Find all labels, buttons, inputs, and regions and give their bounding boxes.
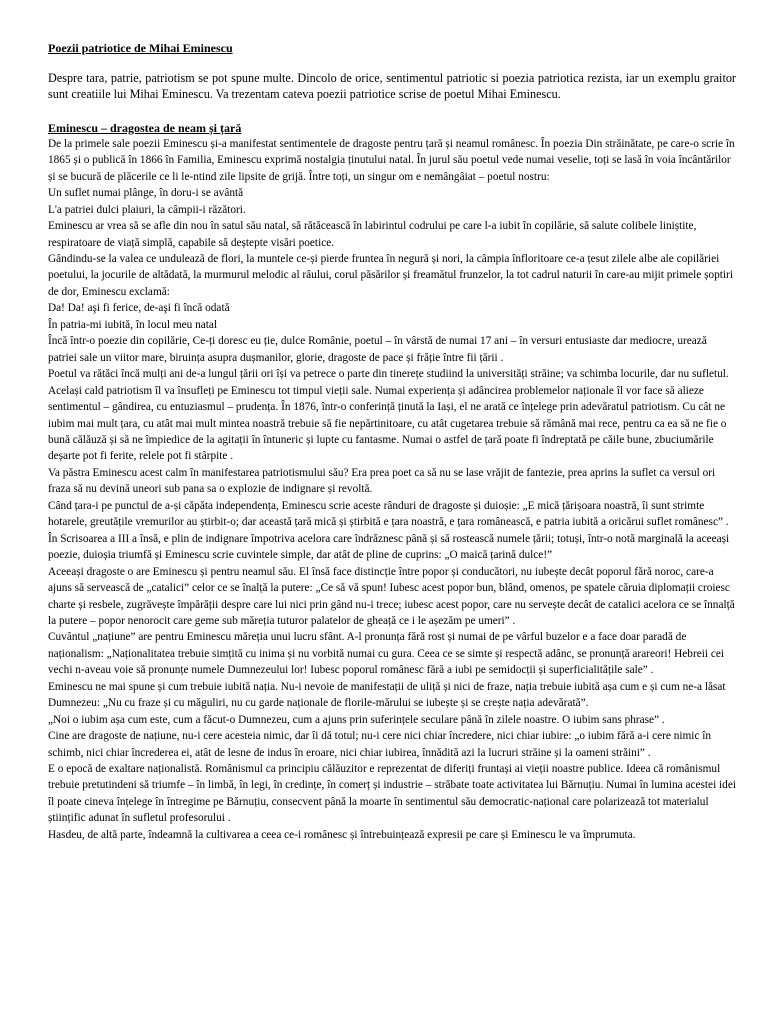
- paragraph: Aceeași dragoste o are Eminescu și pentru neamul său. El însă face distincție între popor și conducători, nu iubește decât poporul fără noroc, care-a ajuns să servească de „catalici” celor ce se înalță la putere: „Ce să vă spun! Iubesc acest popor bun, blând, omenos, pe spatele căruia diplomații croiesc charte și resbele, zugrăvește împărății despre care lui nici prin gând nu-i trece; iubesc acest popor, care nu servește decât de catalici acelora ce se înnalță la putere – popor nenorocit care geme sub măreția tuturor palatelor de gheață ce i le așezăm pe umeri” .: [48, 565, 735, 627]
- paragraph: Gândindu-se la valea ce unduleazã de flori, la muntele ce-și pierde fruntea în negură și nori, la câmpia înfloritoare ce-a țesut zilele albe ale copilăriei poetului, la jocurile de altădată, la murmurul melodic al râului, corul păsărilor și freamătul frunzelor, la tot cadrul naturii în care-au mijit primele șoptiri de dor, Eminescu exclamă:: [48, 252, 733, 298]
- paragraph: De la primele sale poezii Eminescu și-a manifestat sentimentele de dragoste pentru țară și neamul românesc. În poezia Din străinătate, pe care-o scrie în 1865 și o publică în 1866 în Familia, Eminescu exprimă nostalgia ținutului natal. În jurul său poetul vede numai veselie, toți se lasă în voia încântărilor și se bucură de plăcerile ce li le-ntind zile lipsite de grijă. Între toți, un singur om e nemângâiat – poetul nostru:: [48, 137, 735, 183]
- paragraph: Poetul va rătăci încă mulți ani de-a lungul țării ori își va petrece o parte din tinerețe studiind la universități străine; va schimba locurile, dar nu sufletul. Același cald patriotism îl va însufleți pe Eminescu tot timpul vieții sale. Numai experiența și adâncirea problemelor naționale îl vor face să alieze sentimentul – gândirea, cu entuziasmul – prudența. În 1876, într-o conferință ținută la Iași, el ne arată ce înțelege prin adevăratul patriotism. Cu cât ne iubim mai mult țara, cu atât mai mult mintea noastră trebuie să fie nepărtinitoare, cu atât cugetarea trebuie să rămână mai rece, pentru ca ea să ne fie o bună călăuză și să ne împiedice de la agitații în întuneric și lupte cu fantasme. Numai o astfel de țară poate fi îndreptată pe căile bune, zbuciumările deșarte pot fi ferite, relele pot fi stârpite .: [48, 368, 729, 463]
- verse-line: L'a patriei dulci plaiuri, la câmpii-i răzători.: [48, 203, 246, 216]
- paragraph: Va păstra Eminescu acest calm în manifestarea patriotismului său? Era prea poet ca să nu se lase vrăjit de fantezie, prea aprins la suflet ca versul ori fraza să nu devină uneori sub pana sa o explozie de indignare și revoltă.: [48, 466, 716, 496]
- section-title: Eminescu – dragostea de neam și țară: [48, 120, 242, 135]
- paragraph: Eminescu ne mai spune și cum trebuie iubită nația. Nu-i nevoie de manifestații de uliță și nici de fraze, nația trebuie iubită așa cum e și cum ne-a lăsat Dumnezeu: „Nu cu fraze și cu măguliri, nu cu garde naționale de florile-mărului se iubește și se crește nația adevărată”.: [48, 680, 726, 710]
- paragraph: E o epocă de exaltare naționalistă. Românismul ca principiu călăuzitor e reprezentat de diferiți fruntași ai vieții noastre publice. Ideea că românismul trebuie pretutindeni să triumfe – în limbă, în legi, în credințe, în comerț și industrie – străbate toate activitatea lui Bărnuțiu. Numai în lumina acestei idei îl poate cineva înțelege în întregime pe Bărnuțiu, consecvent până la moarte în sentimentul său democratic-național care polarizează tot materialul științific adunat în sufletul profesorului .: [48, 763, 736, 825]
- paragraph: Încă într-o poezie din copilărie, Ce-ți doresc eu ție, dulce Românie, poetul – în vârstă de numai 17 ani – în versuri entusiaste dar mediocre, urează patriei sale un viitor mare, biruința asupra dușmanilor, glorie, dragoste de pace și frăție între fii țării .: [48, 335, 707, 364]
- paragraph: În Scrisoarea a III a însă, e plin de indignare împotriva acelora care îndrăznesc până și să rostească numele țării; totuși, într-o notă marginală la aceeași poezie, duioșia triumfă și Eminescu scrie cuvintele simple, dar atât de pline de cuprins: „O maică țarină dulce!”: [48, 532, 730, 562]
- verse-line: În patria-mi iubită, în locul meu natal: [48, 318, 218, 331]
- paragraph: Cine are dragoste de națiune, nu-i cere acesteia nimic, dar îi dă totul; nu-i cere nici chiar încredere, nici chiar iubire: „o iubim fără a-i cere nimic în schimb, nici chiar încrederea ei, atât de lesne de indus în eroare, nici chiar iubirea, înnădită azi la lucruri străine și la oameni străini” .: [48, 730, 712, 759]
- intro-paragraph: Despre tara, patrie, patriotism se pot spune multe. Dincolo de orice, sentimentul patriotic si poezia patriotica rezista, iar un exemplu graitor sunt creatiile lui Mihai Eminescu. Va trezentam cateva poezii patriotice scrise de poetul Mihai Eminescu.: [48, 71, 736, 102]
- section-body: [48, 136, 736, 843]
- paragraph: „Noi o iubim așa cum este, cum a făcut-o Dumnezeu, cum a ajuns prin suferințele seculare până în zilele noastre. O iubim sans phrase” .: [48, 713, 665, 726]
- paragraph: Hasdeu, de altă parte, îndeamnă la cultivarea a ceea ce-i românesc și întrebuințează expresii pe care și Eminescu le va împrumuta.: [48, 828, 636, 841]
- paragraph: Eminescu ar vrea să se afle din nou în satul său natal, să rătăcească în labirintul codrului pe care l-a iubit în copilărie, să salute colibele liniștite, respiratoare de viață simplă, capabile să deștepte visări poetice.: [48, 220, 697, 249]
- paragraph: Cuvântul „națiune” are pentru Eminescu măreția unui lucru sfânt. A-l pronunța fără rost și numai de pe vârful buzelor e a face doar paradă de naționalism: „Naționalitatea trebuie simțită cu inima și nu vorbită numai cu gura. Ceea ce se simte și respectă adânc, se pronunță arareori! Hebreii cei vechi n-aveau voie să pronunțe numele Dumnezeului lor! Iubesc poporul românesc fără a iubi pe semidocții și superficialitățile sale” .: [48, 631, 724, 677]
- verse-line: Un suflet numai plânge, în doru-i se avântă: [48, 187, 244, 200]
- document-title: Poezii patriotice de Mihai Eminescu: [48, 41, 233, 55]
- paragraph: Când țara-i pe punctul de a-și căpăta independența, Eminescu scrie aceste rânduri de dragoste și duioșie: „E mică țărișoara noastră, îi sunt strimte hotarele, greutățile vremurilor au știrbit-o; dar această țară mică și știrbită e țara noastră, e țara românească, e patria iubită a oricărui suflet românesc” .: [48, 499, 729, 529]
- document-page: [48, 40, 736, 843]
- verse-line: Da! Da! aşi fi ferice, de-aşi fi încă odată: [48, 302, 230, 315]
